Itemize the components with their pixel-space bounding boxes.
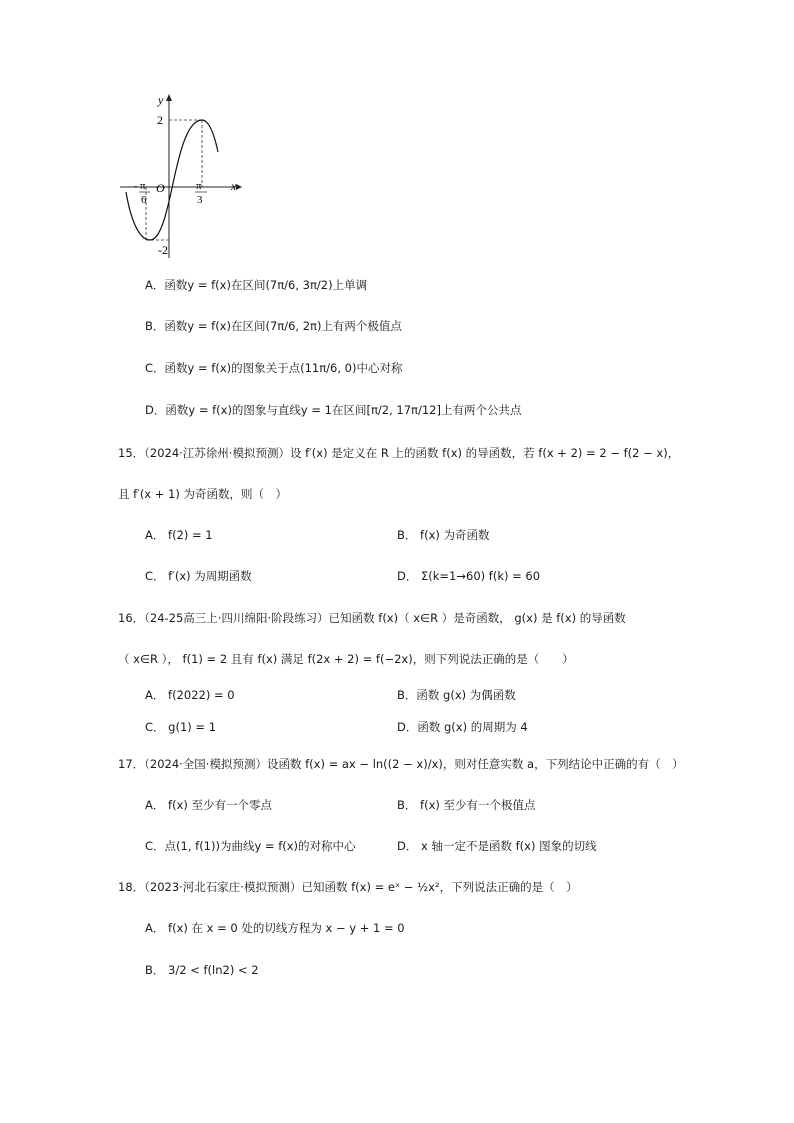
q16-stem-line2: （ x∈R ）， f(1) = 2 且有 f(x) 满足 f(2x + 2) = f(−2x)，则下列说法正确的是（ ） bbox=[118, 652, 574, 666]
q17-option-c: C．点(1, f(1))为曲线y = f(x)的对称中心 bbox=[145, 839, 356, 853]
q16-option-b: B．函数 g(x) 为偶函数 bbox=[397, 688, 516, 702]
q18-option-a: A． f(x) 在 x = 0 处的切线方程为 x − y + 1 = 0 bbox=[145, 921, 405, 935]
y-min-label: -2 bbox=[158, 243, 168, 257]
origin-label: O bbox=[156, 181, 165, 195]
y-max-label: 2 bbox=[157, 113, 163, 127]
q18-stem: 18．（2023·河北石家庄·模拟预测）已知函数 f(x) = eˣ − ½x²，下列说法正确的是（ ） bbox=[118, 880, 578, 894]
q15-stem-line2: 且 f′(x + 1) 为奇函数，则（ ） bbox=[118, 487, 288, 501]
y-axis-label: y bbox=[158, 93, 164, 107]
q16-option-d: D．函数 g(x) 的周期为 4 bbox=[397, 720, 528, 734]
x-right-tick-num: π bbox=[196, 180, 202, 192]
q17-stem: 17．（2024·全国·模拟预测）设函数 f(x) = ax − ln((2 − x)/x)，则对任意实数 a，下列结论中正确的有（ ） bbox=[118, 757, 684, 771]
q16-stem-line1: 16．（24-25高三上·四川绵阳·阶段练习）已知函数 f(x)（ x∈R ）是奇函数， g(x) 是 f(x) 的导函数 bbox=[118, 611, 626, 625]
q17-option-d: D． x 轴一定不是函数 f(x) 图象的切线 bbox=[397, 839, 597, 853]
q14-option-b: B．函数y = f(x)在区间(7π/6, 2π)上有两个极值点 bbox=[145, 319, 402, 333]
y-axis-arrow bbox=[166, 94, 172, 101]
x-left-tick-num: π bbox=[140, 180, 146, 192]
q15-option-a: A． f(2) = 1 bbox=[145, 528, 213, 542]
q15-stem-line1: 15．（2024·江苏徐州·模拟预测）设 f′(x) 是定义在 R 上的函数 f(x) 的导函数，若 f(x + 2) = 2 − f(2 − x)， bbox=[118, 446, 680, 460]
x-left-tick-den: 6 bbox=[141, 194, 147, 206]
q17-option-a: A． f(x) 至少有一个零点 bbox=[145, 798, 273, 812]
q14-option-c: C．函数y = f(x)的图象关于点(11π/6, 0)中心对称 bbox=[145, 361, 403, 375]
x-axis-arrow bbox=[236, 184, 242, 190]
x-left-tick-sign: - bbox=[134, 180, 138, 192]
q14-option-a: A．函数y = f(x)在区间(7π/6, 3π/2)上单调 bbox=[145, 278, 368, 292]
q18-option-b: B． 3/2 < f(ln2) < 2 bbox=[145, 963, 259, 977]
q14-option-d: D．函数y = f(x)的图象与直线y = 1在区间[π/2, 17π/12]上有两个公共点 bbox=[145, 403, 522, 417]
q15-option-c: C． f′(x) 为周期函数 bbox=[145, 569, 252, 583]
sine-graph-figure bbox=[112, 88, 252, 268]
x-right-tick-den: 3 bbox=[197, 194, 203, 206]
q16-option-c: C． g(1) = 1 bbox=[145, 720, 217, 734]
x-axis-label: x bbox=[231, 179, 237, 193]
q16-option-a: A． f(2022) = 0 bbox=[145, 688, 235, 702]
q17-option-b: B． f(x) 至少有一个极值点 bbox=[397, 798, 536, 812]
q15-option-b: B． f(x) 为奇函数 bbox=[397, 528, 490, 542]
q15-option-d: D． Σ(k=1→60) f(k) = 60 bbox=[397, 569, 541, 583]
